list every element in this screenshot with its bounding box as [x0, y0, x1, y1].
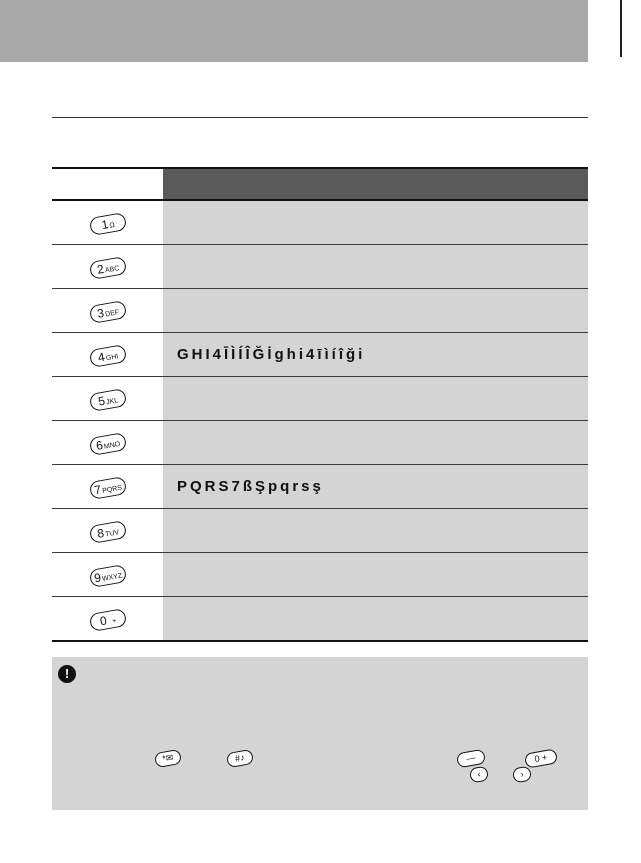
key-cell: [52, 289, 163, 333]
key-character-table: [52, 167, 588, 642]
note-box: [52, 657, 588, 810]
characters-cell: PQRS7ßŞpqrsş: [163, 465, 588, 509]
right-key-icon: ›: [512, 766, 532, 784]
key-5-icon: 5JKL: [88, 388, 127, 412]
key-cell: [52, 553, 163, 597]
table-row: [52, 333, 588, 377]
page-header-band: [0, 0, 588, 62]
table-row: [52, 509, 588, 553]
star-key-icon: *✉: [154, 749, 182, 768]
characters-column-header: [163, 168, 588, 200]
warning-icon: !: [58, 665, 76, 683]
table-row: [52, 553, 588, 597]
key-8-icon: 8TUV: [88, 520, 127, 544]
key-7-icon: 7PQRS: [88, 476, 127, 500]
table-row: [52, 465, 588, 509]
key-6-icon: 6MNO: [88, 432, 127, 456]
characters-cell: [163, 245, 588, 289]
left-key-icon: ‹: [469, 766, 489, 784]
key-9-icon: 9WXYZ: [88, 564, 127, 588]
key-4-icon: 4GHI: [88, 344, 127, 368]
key-column-header: [52, 168, 163, 200]
key-cell: [52, 597, 163, 642]
table-row: [52, 245, 588, 289]
characters-cell: [163, 377, 588, 421]
key-0-icon: 0 +: [88, 608, 127, 632]
characters-cell: [163, 597, 588, 642]
key-cell: [52, 333, 163, 377]
key-cell: [52, 509, 163, 553]
zero-key-icon: 0 +: [524, 748, 558, 768]
key-cell: [52, 200, 163, 245]
key-1-icon: 1Ω: [88, 212, 127, 236]
hash-key-icon: #♪: [226, 749, 254, 768]
characters-cell: [163, 289, 588, 333]
table-row: [52, 200, 588, 245]
minus-key-icon: —: [456, 749, 486, 769]
table-header-row: [52, 168, 588, 200]
key-cell: [52, 465, 163, 509]
characters-cell: [163, 421, 588, 465]
key-cell: [52, 377, 163, 421]
key-2-icon: 2ABC: [88, 256, 127, 280]
characters-cell: [163, 509, 588, 553]
table-row: [52, 377, 588, 421]
table-row: [52, 289, 588, 333]
key-cell: [52, 421, 163, 465]
key-cell: [52, 245, 163, 289]
chapter-side-tab: [620, 0, 641, 57]
key-3-icon: 3DEF: [88, 300, 127, 324]
table-row: [52, 597, 588, 642]
section-divider: [52, 117, 588, 118]
characters-cell: [163, 200, 588, 245]
table-row: [52, 421, 588, 465]
characters-cell: GHI4ĪÌÍÎĞİghi4īìíîği: [163, 333, 588, 377]
characters-cell: [163, 553, 588, 597]
